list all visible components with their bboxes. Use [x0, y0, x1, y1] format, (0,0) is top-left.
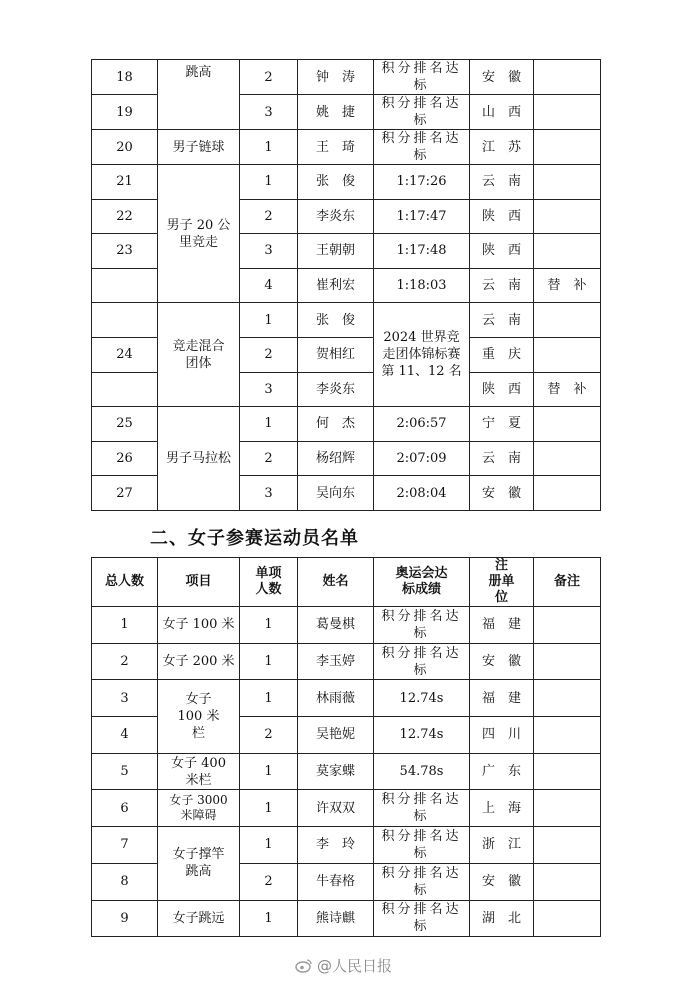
unit-cell: 上 海 — [470, 790, 534, 827]
standard-cell: 12.74s — [374, 680, 470, 717]
athlete-name-cell: 张 俊 — [298, 303, 374, 338]
unit-cell: 福 建 — [470, 607, 534, 644]
total-number-cell: 2 — [92, 643, 158, 680]
standard-cell: 12.74s — [374, 717, 470, 754]
note-cell — [534, 607, 601, 644]
count-cell: 4 — [240, 268, 298, 303]
note-cell — [534, 441, 601, 476]
count-cell: 1 — [240, 407, 298, 442]
event-cell: 女子 100 米栏 — [158, 680, 240, 753]
total-number-cell: 22 — [92, 199, 158, 234]
athlete-name-cell: 林雨薇 — [298, 680, 374, 717]
table-header-row — [92, 558, 601, 607]
total-number-cell: 21 — [92, 165, 158, 200]
count-cell: 2 — [240, 863, 298, 900]
section-title: 二、女子参赛运动员名单 — [150, 528, 359, 549]
weibo-logo-icon — [295, 958, 313, 973]
standard-cell: 积分排名达标 — [374, 95, 470, 130]
count-cell: 3 — [240, 234, 298, 269]
standard-cell: 积分排名达标 — [374, 60, 470, 95]
total-number-cell: 5 — [92, 753, 158, 790]
event-cell: 男子 20 公里竞走 — [158, 165, 240, 303]
unit-cell: 陕 西 — [470, 234, 534, 269]
total-number-cell: 23 — [92, 234, 158, 269]
unit-cell: 安 徽 — [470, 863, 534, 900]
count-cell: 1 — [240, 827, 298, 864]
note-cell — [534, 643, 601, 680]
athlete-name-cell: 钟 涛 — [298, 60, 374, 95]
count-cell: 1 — [240, 790, 298, 827]
unit-cell: 山 西 — [470, 95, 534, 130]
table-row — [92, 407, 601, 442]
unit-cell: 云 南 — [470, 441, 534, 476]
event-cell: 男子马拉松 — [158, 407, 240, 511]
table-row — [92, 680, 601, 717]
event-cell: 女子 3000 米障碍 — [158, 790, 240, 827]
note-cell — [534, 827, 601, 864]
table-row — [92, 643, 601, 680]
note-cell — [534, 900, 601, 937]
total-number-cell: 27 — [92, 476, 158, 511]
event-cell: 男子链球 — [158, 130, 240, 165]
unit-cell: 陕 西 — [470, 372, 534, 407]
count-cell: 2 — [240, 199, 298, 234]
note-cell — [534, 407, 601, 442]
standard-cell: 2024 世界竞走团体锦标赛第 11、12 名 — [374, 303, 470, 407]
total-number-cell: 20 — [92, 130, 158, 165]
athlete-name-cell: 许双双 — [298, 790, 374, 827]
standard-cell: 积分排名达标 — [374, 900, 470, 937]
count-cell: 1 — [240, 165, 298, 200]
standard-cell: 2:06:57 — [374, 407, 470, 442]
standard-cell: 积分排名达标 — [374, 827, 470, 864]
unit-cell: 湖 北 — [470, 900, 534, 937]
note-cell — [534, 130, 601, 165]
total-number-cell: 1 — [92, 607, 158, 644]
count-cell: 2 — [240, 717, 298, 754]
standard-cell: 2:07:09 — [374, 441, 470, 476]
count-cell: 1 — [240, 680, 298, 717]
watermark — [295, 955, 392, 976]
event-cell: 女子撑竿跳高 — [158, 827, 240, 900]
table-row — [92, 607, 601, 644]
unit-cell: 安 徽 — [470, 60, 534, 95]
unit-cell: 云 南 — [470, 165, 534, 200]
header-note: 备注 — [534, 558, 601, 607]
event-cell: 女子 100 米 — [158, 607, 240, 644]
standard-cell: 积分排名达标 — [374, 607, 470, 644]
note-cell — [534, 717, 601, 754]
total-number-cell: 24 — [92, 337, 158, 372]
note-cell — [534, 790, 601, 827]
count-cell: 1 — [240, 303, 298, 338]
header-total: 总人数 — [92, 558, 158, 607]
standard-cell: 积分排名达标 — [374, 643, 470, 680]
note-cell — [534, 863, 601, 900]
total-number-cell — [92, 372, 158, 407]
note-cell — [534, 680, 601, 717]
unit-cell: 安 徽 — [470, 476, 534, 511]
header-unit: 注 册单 位 — [470, 558, 534, 607]
athlete-name-cell: 吴艳妮 — [298, 717, 374, 754]
athlete-name-cell: 葛曼棋 — [298, 607, 374, 644]
note-cell — [534, 234, 601, 269]
unit-cell: 福 建 — [470, 680, 534, 717]
watermark-text: @人民日报 — [317, 957, 393, 975]
note-cell — [534, 95, 601, 130]
athlete-name-cell: 牛春格 — [298, 863, 374, 900]
table-row — [92, 900, 601, 937]
event-cell: 女子 200 米 — [158, 643, 240, 680]
event-cell: 女子 400 米栏 — [158, 753, 240, 790]
standard-cell: 积分排名达标 — [374, 863, 470, 900]
unit-cell: 云 南 — [470, 268, 534, 303]
unit-cell: 宁 夏 — [470, 407, 534, 442]
count-cell: 1 — [240, 753, 298, 790]
total-number-cell — [92, 303, 158, 338]
athlete-name-cell: 莫家蝶 — [298, 753, 374, 790]
count-cell: 1 — [240, 130, 298, 165]
unit-cell: 四 川 — [470, 717, 534, 754]
unit-cell: 云 南 — [470, 303, 534, 338]
standard-cell: 1:17:48 — [374, 234, 470, 269]
total-number-cell: 3 — [92, 680, 158, 717]
standard-cell: 1:18:03 — [374, 268, 470, 303]
total-number-cell: 8 — [92, 863, 158, 900]
athlete-name-cell: 贺相红 — [298, 337, 374, 372]
unit-cell: 重 庆 — [470, 337, 534, 372]
count-cell: 2 — [240, 441, 298, 476]
header-standard: 奥运会达标成绩 — [374, 558, 470, 607]
unit-cell: 安 徽 — [470, 643, 534, 680]
athlete-name-cell: 姚 捷 — [298, 95, 374, 130]
header-name: 姓名 — [298, 558, 374, 607]
athlete-name-cell: 吴向东 — [298, 476, 374, 511]
total-number-cell: 19 — [92, 95, 158, 130]
standard-cell: 1:17:47 — [374, 199, 470, 234]
total-number-cell: 25 — [92, 407, 158, 442]
standard-cell: 积分排名达标 — [374, 130, 470, 165]
unit-cell: 广 东 — [470, 753, 534, 790]
standard-cell: 积分排名达标 — [374, 790, 470, 827]
count-cell: 3 — [240, 95, 298, 130]
note-cell — [534, 303, 601, 338]
note-cell: 替 补 — [534, 268, 601, 303]
count-cell: 3 — [240, 476, 298, 511]
note-cell: 替 补 — [534, 372, 601, 407]
table-row — [92, 827, 601, 864]
athlete-name-cell: 杨绍辉 — [298, 441, 374, 476]
unit-cell: 江 苏 — [470, 130, 534, 165]
athlete-name-cell: 何 杰 — [298, 407, 374, 442]
table-row — [92, 790, 601, 827]
note-cell — [534, 337, 601, 372]
note-cell — [534, 753, 601, 790]
men-roster-table — [91, 59, 601, 511]
header-count: 单项人数 — [240, 558, 298, 607]
note-cell — [534, 60, 601, 95]
athlete-name-cell: 李炎东 — [298, 372, 374, 407]
table-row — [92, 130, 601, 165]
total-number-cell: 26 — [92, 441, 158, 476]
unit-cell: 陕 西 — [470, 199, 534, 234]
total-number-cell: 18 — [92, 60, 158, 95]
count-cell: 1 — [240, 900, 298, 937]
count-cell: 2 — [240, 60, 298, 95]
standard-cell: 54.78s — [374, 753, 470, 790]
standard-cell: 1:17:26 — [374, 165, 470, 200]
total-number-cell: 4 — [92, 717, 158, 754]
table-row — [92, 165, 601, 200]
standard-cell: 2:08:04 — [374, 476, 470, 511]
event-cell: 跳高 — [158, 60, 240, 130]
event-cell: 女子跳远 — [158, 900, 240, 937]
table-row — [92, 60, 601, 95]
count-cell: 3 — [240, 372, 298, 407]
table-row — [92, 753, 601, 790]
event-cell: 竞走混合团体 — [158, 303, 240, 407]
note-cell — [534, 199, 601, 234]
count-cell: 1 — [240, 643, 298, 680]
count-cell: 1 — [240, 607, 298, 644]
total-number-cell: 6 — [92, 790, 158, 827]
women-roster-table — [91, 557, 601, 937]
athlete-name-cell: 崔利宏 — [298, 268, 374, 303]
note-cell — [534, 165, 601, 200]
header-event: 项目 — [158, 558, 240, 607]
athlete-name-cell: 张 俊 — [298, 165, 374, 200]
athlete-name-cell: 李 玲 — [298, 827, 374, 864]
note-cell — [534, 476, 601, 511]
athlete-name-cell: 李炎东 — [298, 199, 374, 234]
total-number-cell: 7 — [92, 827, 158, 864]
athlete-name-cell: 王 琦 — [298, 130, 374, 165]
total-number-cell — [92, 268, 158, 303]
athlete-name-cell: 熊诗麒 — [298, 900, 374, 937]
athlete-name-cell: 王朝朝 — [298, 234, 374, 269]
athlete-name-cell: 李玉婷 — [298, 643, 374, 680]
unit-cell: 浙 江 — [470, 827, 534, 864]
count-cell: 2 — [240, 337, 298, 372]
total-number-cell: 9 — [92, 900, 158, 937]
table-row — [92, 303, 601, 338]
